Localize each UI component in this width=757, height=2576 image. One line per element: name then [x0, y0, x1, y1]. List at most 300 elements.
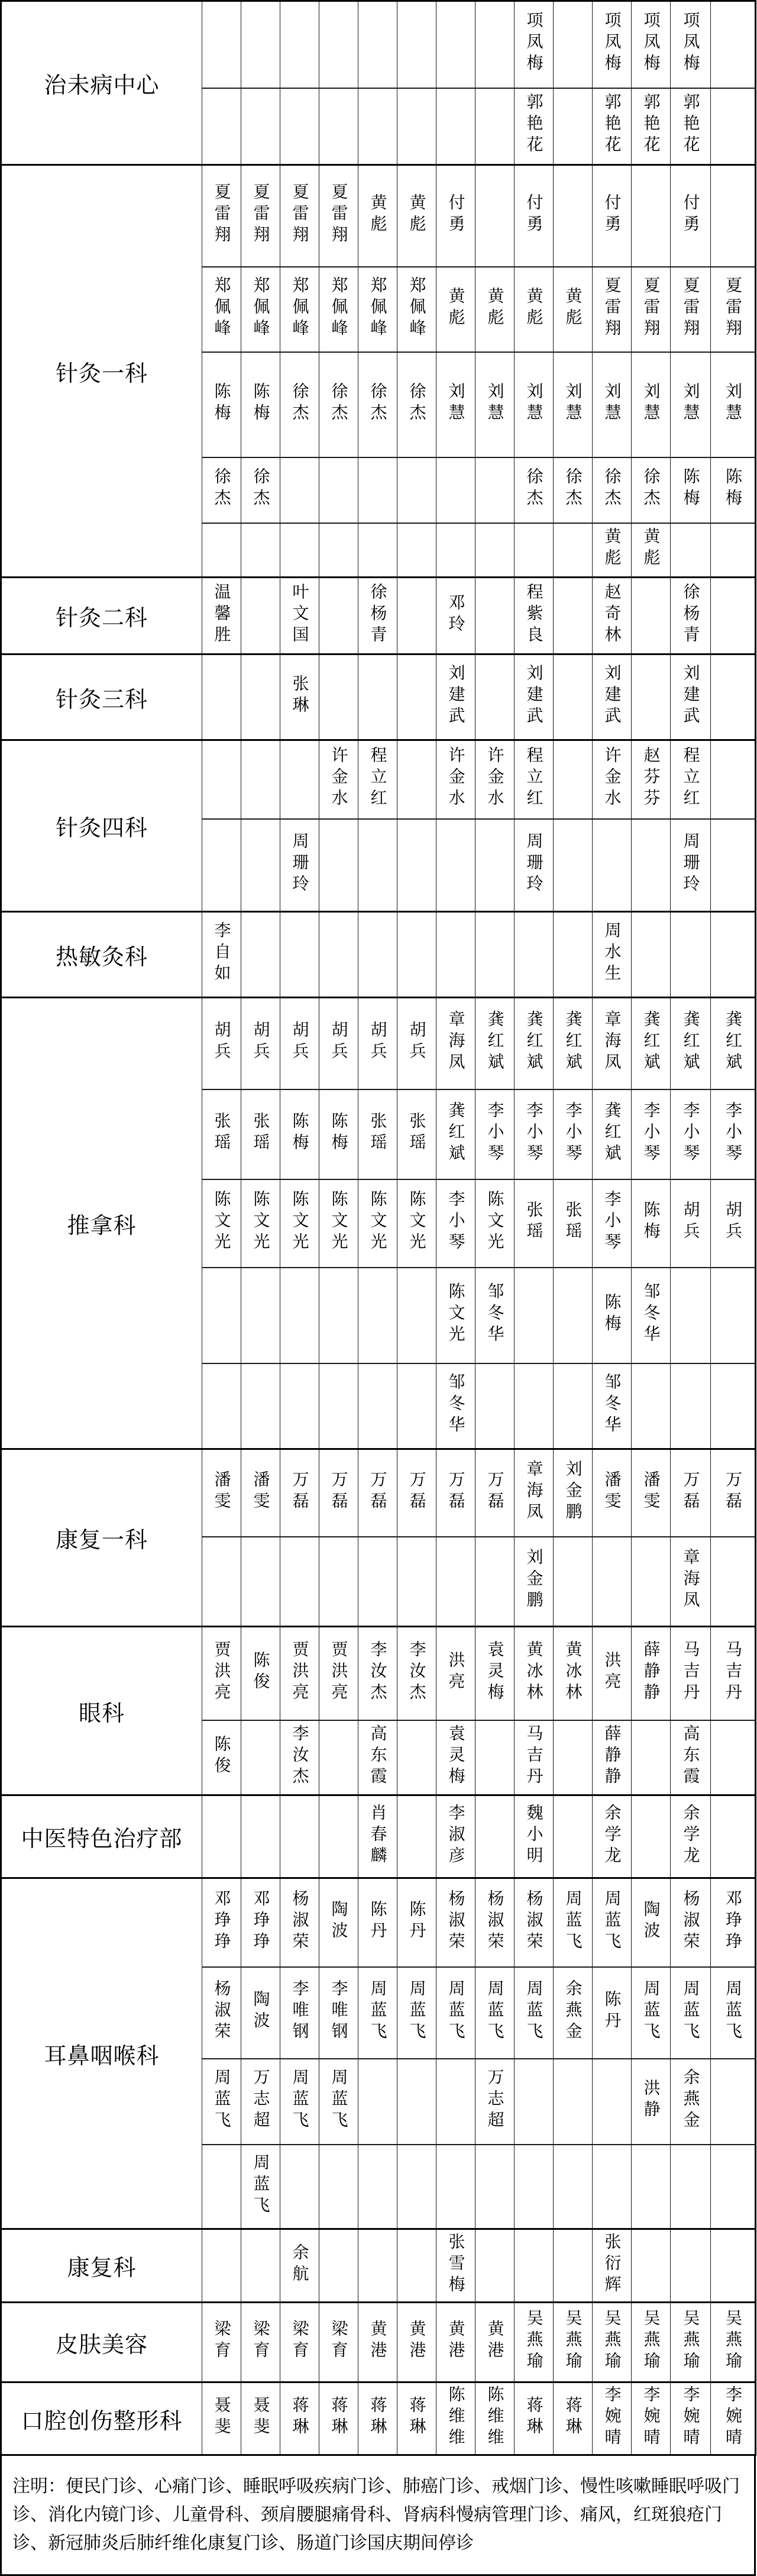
doctor-name: 陈梅	[681, 468, 701, 510]
doctor-name: 陈梅	[329, 1111, 349, 1155]
schedule-cell	[593, 2145, 632, 2229]
doctor-name: 徐杰	[368, 382, 388, 425]
schedule-cell	[671, 819, 711, 912]
schedule-cell	[593, 1627, 632, 1720]
schedule-cell	[241, 1795, 280, 1878]
doctor-name: 邹冬华	[602, 1372, 622, 1437]
doctor-name: 万磊	[681, 1470, 701, 1513]
schedule-cell	[397, 1363, 436, 1449]
schedule-cell	[358, 2059, 397, 2145]
schedule-cell	[241, 740, 280, 819]
doctor-name: 周蓝飞	[368, 1979, 388, 2043]
schedule-cell	[436, 1449, 475, 1537]
doctor-name: 陈文光	[212, 1190, 232, 1254]
schedule-cell	[358, 1878, 397, 1967]
schedule-cell	[671, 523, 711, 578]
department-label: 康复科	[1, 2229, 202, 2303]
doctor-name: 徐杨青	[681, 582, 701, 647]
schedule-cell	[397, 1179, 436, 1268]
schedule-cell	[202, 998, 241, 1089]
schedule-cell	[554, 912, 593, 998]
schedule-cell	[280, 523, 319, 578]
schedule-cell	[711, 1, 756, 88]
schedule-cell	[280, 819, 319, 912]
schedule-cell	[515, 2382, 554, 2455]
schedule-cell	[475, 1627, 515, 1720]
schedule-cell	[202, 740, 241, 819]
schedule-cell	[711, 1449, 756, 1537]
schedule-cell	[554, 1627, 593, 1720]
doctor-name: 胡兵	[329, 1021, 349, 1064]
doctor-name: 杨淑荣	[524, 1889, 544, 1953]
schedule-cell	[202, 1537, 241, 1627]
schedule-cell	[241, 1627, 280, 1720]
schedule-cell	[319, 1179, 358, 1268]
schedule-cell	[632, 1967, 671, 2059]
schedule-cell	[671, 655, 711, 740]
doctor-name: 周蓝飞	[641, 1979, 661, 2043]
schedule-cell	[632, 267, 671, 352]
doctor-name: 龚红斌	[446, 1101, 466, 1165]
schedule-cell	[593, 2229, 632, 2303]
doctor-name: 肖春麟	[368, 1803, 388, 1868]
schedule-cell	[593, 1363, 632, 1449]
schedule-cell	[593, 578, 632, 655]
schedule-cell	[358, 1363, 397, 1449]
doctor-name: 刘建武	[524, 664, 544, 728]
doctor-name: 周蓝飞	[251, 2153, 271, 2217]
doctor-name: 夏雷翔	[641, 276, 661, 340]
schedule-cell	[202, 1720, 241, 1795]
schedule-cell	[711, 88, 756, 165]
doctor-name: 张衍辉	[602, 2232, 622, 2297]
schedule-cell	[593, 1795, 632, 1878]
schedule-cell	[202, 1089, 241, 1179]
schedule-cell	[319, 352, 358, 457]
schedule-cell	[593, 267, 632, 352]
doctor-name: 周蓝飞	[563, 1889, 583, 1953]
schedule-cell	[319, 1878, 358, 1967]
schedule-cell	[711, 1720, 756, 1795]
schedule-cell	[241, 1, 280, 88]
schedule-cell	[475, 1268, 515, 1363]
doctor-name: 温馨胜	[212, 582, 232, 647]
schedule-cell	[711, 2382, 756, 2455]
schedule-cell	[554, 165, 593, 267]
schedule-cell	[280, 1268, 319, 1363]
doctor-name: 张瑶	[368, 1111, 388, 1155]
schedule-cell	[319, 1967, 358, 2059]
schedule-cell	[202, 165, 241, 267]
doctor-name: 陈丹	[368, 1900, 388, 1943]
schedule-cell	[358, 819, 397, 912]
schedule-cell	[632, 88, 671, 165]
doctor-name: 程立红	[524, 746, 544, 811]
doctor-name: 马吉丹	[681, 1640, 701, 1704]
doctor-name: 薛静静	[602, 1724, 622, 1788]
schedule-cell	[475, 88, 515, 165]
schedule-cell	[397, 523, 436, 578]
doctor-name: 陈梅	[212, 382, 232, 425]
schedule-cell	[515, 655, 554, 740]
department-label: 推拿科	[1, 998, 202, 1449]
doctor-name: 项凤梅	[681, 11, 701, 76]
doctor-name: 黄港	[485, 2320, 505, 2362]
doctor-name: 周蓝飞	[212, 2068, 232, 2132]
doctor-name: 陈梅	[641, 1201, 661, 1243]
schedule-cell	[397, 1449, 436, 1537]
schedule-cell	[671, 740, 711, 819]
schedule-cell	[671, 1537, 711, 1627]
doctor-name: 项凤梅	[602, 11, 622, 76]
schedule-cell	[436, 1967, 475, 2059]
doctor-name: 梁育	[212, 2320, 232, 2362]
schedule-cell	[671, 2145, 711, 2229]
schedule-cell	[280, 2059, 319, 2145]
doctor-name: 刘慧	[446, 382, 466, 425]
schedule-cell	[711, 1627, 756, 1720]
doctor-name: 陈文光	[368, 1190, 388, 1254]
schedule-cell	[554, 1268, 593, 1363]
doctor-name: 陈俊	[212, 1734, 232, 1778]
schedule-cell	[711, 352, 756, 457]
schedule-cell	[554, 523, 593, 578]
doctor-name: 洪亮	[602, 1650, 622, 1694]
doctor-name: 陈梅	[251, 382, 271, 425]
doctor-name: 许金水	[329, 746, 349, 811]
schedule-cell	[515, 523, 554, 578]
schedule-cell	[711, 2059, 756, 2145]
schedule-cell	[632, 2229, 671, 2303]
schedule-cell	[515, 740, 554, 819]
schedule-cell	[593, 457, 632, 523]
doctor-name: 陈梅	[290, 1111, 310, 1155]
schedule-cell	[475, 2059, 515, 2145]
doctor-name: 夏雷翔	[212, 182, 232, 247]
schedule-cell	[280, 1363, 319, 1449]
doctor-name: 李小琴	[524, 1101, 544, 1165]
schedule-cell	[280, 88, 319, 165]
schedule-cell	[671, 88, 711, 165]
schedule-cell	[319, 655, 358, 740]
doctor-name: 龚红斌	[723, 1010, 743, 1075]
schedule-row	[1, 912, 756, 998]
doctor-name: 李小琴	[563, 1101, 583, 1165]
doctor-name: 张瑶	[212, 1111, 232, 1155]
doctor-name: 徐杰	[251, 468, 271, 510]
schedule-cell	[593, 88, 632, 165]
schedule-cell	[397, 578, 436, 655]
schedule-cell	[515, 1878, 554, 1967]
schedule-cell	[515, 819, 554, 912]
schedule-cell	[397, 2382, 436, 2455]
schedule-cell	[241, 1089, 280, 1179]
doctor-name: 章海凤	[446, 1010, 466, 1075]
schedule-cell	[397, 2059, 436, 2145]
doctor-name: 余航	[290, 2243, 310, 2286]
schedule-cell	[711, 1795, 756, 1878]
doctor-name: 陈梅	[723, 468, 743, 510]
schedule-cell	[632, 2059, 671, 2145]
schedule-row	[1, 2303, 756, 2382]
schedule-cell	[711, 912, 756, 998]
doctor-name: 周蓝飞	[602, 1889, 622, 1953]
schedule-cell	[397, 740, 436, 819]
schedule-cell	[358, 1795, 397, 1878]
doctor-name: 马吉丹	[524, 1724, 544, 1788]
doctor-name: 周珊玲	[681, 831, 701, 896]
schedule-cell	[202, 1878, 241, 1967]
schedule-cell	[358, 1089, 397, 1179]
schedule-cell	[475, 457, 515, 523]
doctor-name: 刘慧	[723, 382, 743, 425]
doctor-name: 付勇	[446, 193, 466, 236]
doctor-name: 徐杰	[329, 382, 349, 425]
schedule-cell	[593, 655, 632, 740]
schedule-cell	[280, 2303, 319, 2382]
schedule-cell	[280, 740, 319, 819]
doctor-name: 夏雷翔	[723, 276, 743, 340]
doctor-name: 高东霞	[368, 1724, 388, 1788]
schedule-cell	[671, 912, 711, 998]
schedule-cell	[397, 165, 436, 267]
schedule-cell	[202, 2059, 241, 2145]
doctor-name: 李婉晴	[681, 2385, 701, 2449]
doctor-name: 黄彪	[602, 527, 622, 570]
schedule-cell	[711, 1268, 756, 1363]
schedule-cell	[280, 2229, 319, 2303]
schedule-cell	[515, 2303, 554, 2382]
schedule-cell	[319, 740, 358, 819]
schedule-cell	[632, 578, 671, 655]
schedule-cell	[436, 740, 475, 819]
doctor-name: 邓玲	[446, 593, 466, 636]
doctor-name: 龚红斌	[563, 1010, 583, 1075]
doctor-name: 李小琴	[681, 1101, 701, 1165]
schedule-cell	[711, 655, 756, 740]
schedule-cell	[241, 1363, 280, 1449]
schedule-cell	[554, 1089, 593, 1179]
schedule-cell	[241, 655, 280, 740]
doctor-name: 郑佩峰	[407, 276, 427, 340]
schedule-cell	[632, 1363, 671, 1449]
schedule-cell	[632, 655, 671, 740]
schedule-cell	[671, 1878, 711, 1967]
doctor-name: 刘金鹏	[563, 1459, 583, 1524]
schedule-cell	[436, 2229, 475, 2303]
schedule-cell	[554, 352, 593, 457]
doctor-name: 程立红	[368, 746, 388, 811]
schedule-cell	[475, 912, 515, 998]
doctor-name: 梁育	[290, 2320, 310, 2362]
schedule-cell	[671, 2303, 711, 2382]
doctor-name: 薛静静	[641, 1640, 661, 1704]
doctor-name: 黄港	[446, 2320, 466, 2362]
schedule-cell	[397, 1089, 436, 1179]
schedule-cell	[593, 740, 632, 819]
schedule-cell	[358, 1, 397, 88]
schedule-cell	[632, 1878, 671, 1967]
schedule-cell	[671, 1363, 711, 1449]
doctor-name: 许金水	[446, 746, 466, 811]
schedule-cell	[711, 1537, 756, 1627]
doctor-name: 许金水	[485, 746, 505, 811]
schedule-cell	[436, 1878, 475, 1967]
schedule-row	[1, 1627, 756, 1720]
doctor-name: 胡兵	[407, 1021, 427, 1064]
doctor-name: 周蓝飞	[329, 2068, 349, 2132]
schedule-cell	[436, 1537, 475, 1627]
schedule-cell	[202, 523, 241, 578]
doctor-name: 李汝杰	[407, 1640, 427, 1704]
schedule-cell	[202, 1, 241, 88]
doctor-name: 章海凤	[681, 1548, 701, 1613]
schedule-cell	[554, 1179, 593, 1268]
schedule-cell	[241, 267, 280, 352]
schedule-cell	[319, 2145, 358, 2229]
schedule-cell	[711, 267, 756, 352]
schedule-cell	[554, 457, 593, 523]
doctor-name: 聂斐	[251, 2396, 271, 2439]
schedule-cell	[711, 523, 756, 578]
doctor-name: 余燕金	[681, 2068, 701, 2132]
schedule-cell	[358, 740, 397, 819]
doctor-name: 黄冰林	[563, 1640, 583, 1704]
doctor-name: 龚红斌	[641, 1010, 661, 1075]
doctor-name: 梁育	[329, 2320, 349, 2362]
schedule-cell	[241, 352, 280, 457]
schedule-cell	[632, 1, 671, 88]
doctor-name: 赵芬芬	[641, 746, 661, 811]
schedule-cell	[358, 457, 397, 523]
department-label: 针灸三科	[1, 655, 202, 740]
doctor-name: 胡兵	[212, 1021, 232, 1064]
schedule-cell	[358, 2229, 397, 2303]
doctor-name: 胡兵	[290, 1021, 310, 1064]
doctor-name: 黄彪	[485, 286, 505, 330]
schedule-cell	[202, 352, 241, 457]
schedule-cell	[515, 1537, 554, 1627]
schedule-cell	[554, 2059, 593, 2145]
doctor-name: 郑佩峰	[251, 276, 271, 340]
doctor-name: 邹冬华	[641, 1282, 661, 1346]
schedule-cell	[436, 1363, 475, 1449]
schedule-cell	[319, 88, 358, 165]
schedule-cell	[515, 998, 554, 1089]
schedule-cell	[202, 1627, 241, 1720]
schedule-cell	[671, 165, 711, 267]
doctor-name: 黄彪	[368, 193, 388, 236]
doctor-name: 刘金鹏	[524, 1548, 544, 1613]
schedule-cell	[671, 2059, 711, 2145]
doctor-name: 李小琴	[602, 1190, 622, 1254]
schedule-cell	[397, 819, 436, 912]
doctor-name: 郭艳花	[681, 93, 701, 157]
schedule-cell	[554, 1878, 593, 1967]
schedule-cell	[711, 2303, 756, 2382]
doctor-name: 黄冰林	[524, 1640, 544, 1704]
schedule-cell	[280, 2145, 319, 2229]
schedule-cell	[515, 1363, 554, 1449]
schedule-cell	[397, 1967, 436, 2059]
doctor-name: 陈俊	[251, 1650, 271, 1694]
schedule-cell	[241, 88, 280, 165]
doctor-name: 刘建武	[681, 664, 701, 728]
doctor-name: 黄港	[407, 2320, 427, 2362]
schedule-cell	[671, 2382, 711, 2455]
schedule-cell	[358, 523, 397, 578]
doctor-name: 项凤梅	[641, 11, 661, 76]
schedule-cell	[554, 267, 593, 352]
doctor-name: 黄彪	[641, 527, 661, 570]
schedule-cell	[593, 1, 632, 88]
schedule-cell	[358, 655, 397, 740]
schedule-row	[1, 1878, 756, 1967]
doctor-name: 张瑶	[524, 1201, 544, 1243]
schedule-cell	[280, 1720, 319, 1795]
schedule-cell	[671, 1, 711, 88]
schedule-cell	[319, 1537, 358, 1627]
schedule-cell	[436, 1268, 475, 1363]
schedule-cell	[475, 2145, 515, 2229]
schedule-cell	[475, 578, 515, 655]
doctor-name: 刘慧	[563, 382, 583, 425]
schedule-row	[1, 740, 756, 819]
schedule-cell	[436, 1720, 475, 1795]
schedule-cell	[202, 655, 241, 740]
schedule-cell	[632, 740, 671, 819]
schedule-cell	[711, 740, 756, 819]
schedule-cell	[515, 2145, 554, 2229]
schedule-cell	[319, 1720, 358, 1795]
schedule-row	[1, 1, 756, 88]
schedule-cell	[202, 912, 241, 998]
doctor-name: 夏雷翔	[681, 276, 701, 340]
schedule-cell	[436, 912, 475, 998]
doctor-name: 郭艳花	[641, 93, 661, 157]
doctor-name: 龚红斌	[524, 1010, 544, 1075]
schedule-row	[1, 578, 756, 655]
schedule-cell	[515, 578, 554, 655]
doctor-name: 郑佩峰	[368, 276, 388, 340]
doctor-name: 邹冬华	[485, 1282, 505, 1346]
schedule-cell	[397, 1268, 436, 1363]
schedule-cell	[593, 1878, 632, 1967]
schedule-cell	[515, 1627, 554, 1720]
doctor-name: 郑佩峰	[329, 276, 349, 340]
doctor-name: 杨淑荣	[446, 1889, 466, 1953]
schedule-cell	[319, 1449, 358, 1537]
doctor-name: 张瑶	[407, 1111, 427, 1155]
schedule-cell	[241, 165, 280, 267]
schedule-cell	[358, 352, 397, 457]
schedule-cell	[397, 2303, 436, 2382]
schedule-cell	[475, 1363, 515, 1449]
doctor-name: 付勇	[681, 193, 701, 236]
doctor-name: 陶波	[329, 1900, 349, 1943]
schedule-cell	[593, 1089, 632, 1179]
doctor-name: 万磊	[485, 1470, 505, 1513]
schedule-cell	[671, 352, 711, 457]
schedule-cell	[593, 2059, 632, 2145]
doctor-name: 李小琴	[723, 1101, 743, 1165]
doctor-name: 马吉丹	[723, 1640, 743, 1704]
doctor-name: 吴燕瑜	[524, 2309, 544, 2373]
doctor-name: 万磊	[329, 1470, 349, 1513]
schedule-cell	[436, 165, 475, 267]
schedule-cell	[436, 655, 475, 740]
schedule-cell	[241, 1449, 280, 1537]
